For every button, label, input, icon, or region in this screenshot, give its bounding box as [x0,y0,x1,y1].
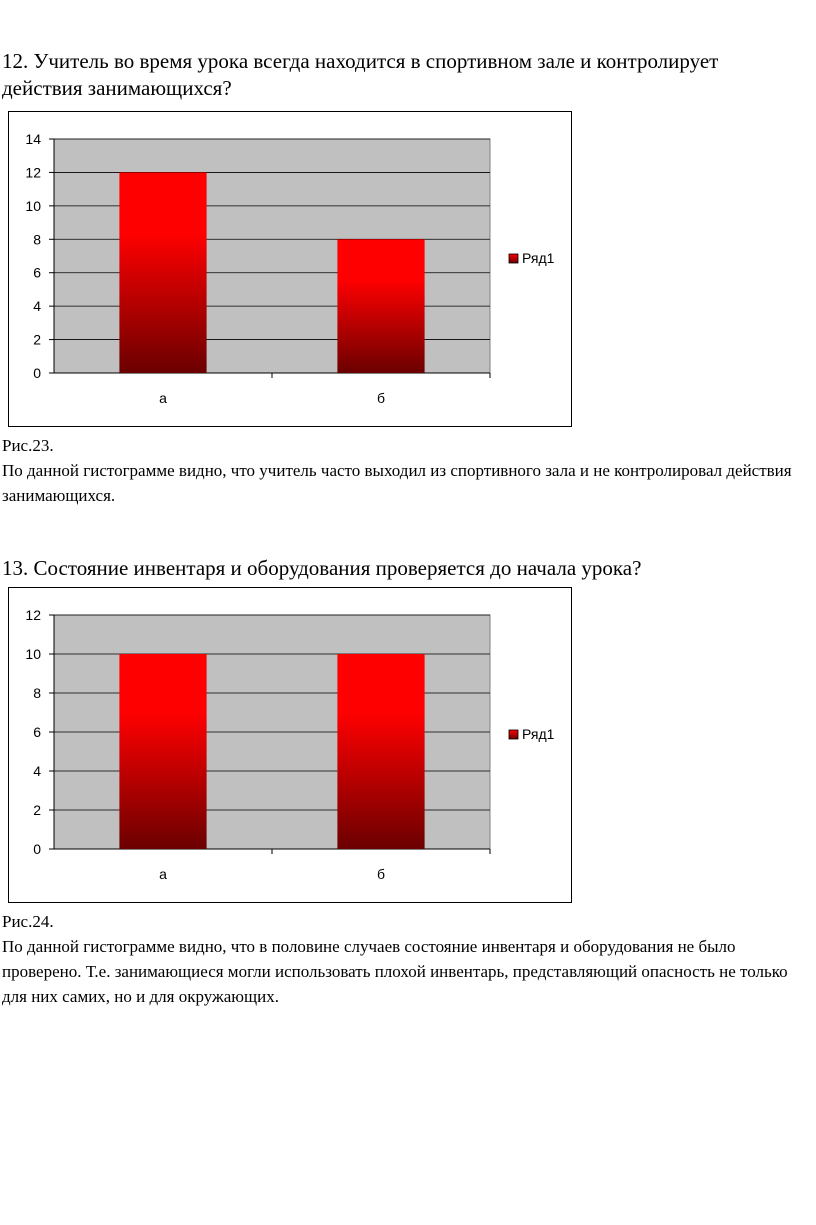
x-tick-label: а [159,866,167,882]
bar [337,239,424,373]
bar [119,654,206,849]
x-tick-label: б [376,390,386,406]
chart-24 [9,588,570,901]
figure-caption-23: Рис.23. [2,436,54,455]
y-tick-label: 6 [33,264,41,281]
y-tick-label: 0 [33,365,41,381]
y-tick-label: 8 [33,685,41,701]
y-tick-label: 8 [33,231,41,248]
y-tick-label: 14 [25,131,41,147]
x-tick-label: б [376,866,386,882]
y-tick-label: 4 [33,298,41,315]
y-tick-label: 10 [25,646,41,662]
legend-label: Ряд1 [522,726,555,742]
chart-24-frame [8,587,572,903]
y-tick-label: 12 [25,607,41,623]
legend-swatch [509,730,518,739]
description-23: По данной гистограмме видно, что учитель часто выходил из спортивного зала и не контролировал действия занимающихся. [2,461,792,505]
bar [337,654,424,849]
legend-label: Ряд1 [522,250,555,266]
chart-23-frame [8,111,572,427]
description-24: По данной гистограмме видно, что в половине случаев состояние инвентаря и оборудования не было проверено. Т.е. занимающиеся могли использовать плохой инвентарь, представляющий опасность не только для них самих, но и для окружающих. [2,937,788,1006]
legend-swatch [509,254,518,263]
question-12: 12. Учитель во время урока всегда находится в спортивном зале и контролирует действия занимающихся? [2,49,719,100]
y-tick-label: 4 [33,763,41,779]
y-tick-label: 12 [25,164,41,181]
bar [119,172,206,373]
y-tick-label: 2 [33,802,41,818]
y-tick-label: 6 [33,724,41,740]
y-tick-label: 0 [33,841,41,857]
y-tick-label: 2 [33,331,41,348]
question-13: 13. Состояние инвентаря и оборудования проверяется до начала урока? [2,556,642,580]
x-tick-label: а [159,390,167,406]
y-tick-label: 10 [25,197,41,214]
chart-23 [9,112,570,425]
figure-caption-24: Рис.24. [2,912,54,931]
